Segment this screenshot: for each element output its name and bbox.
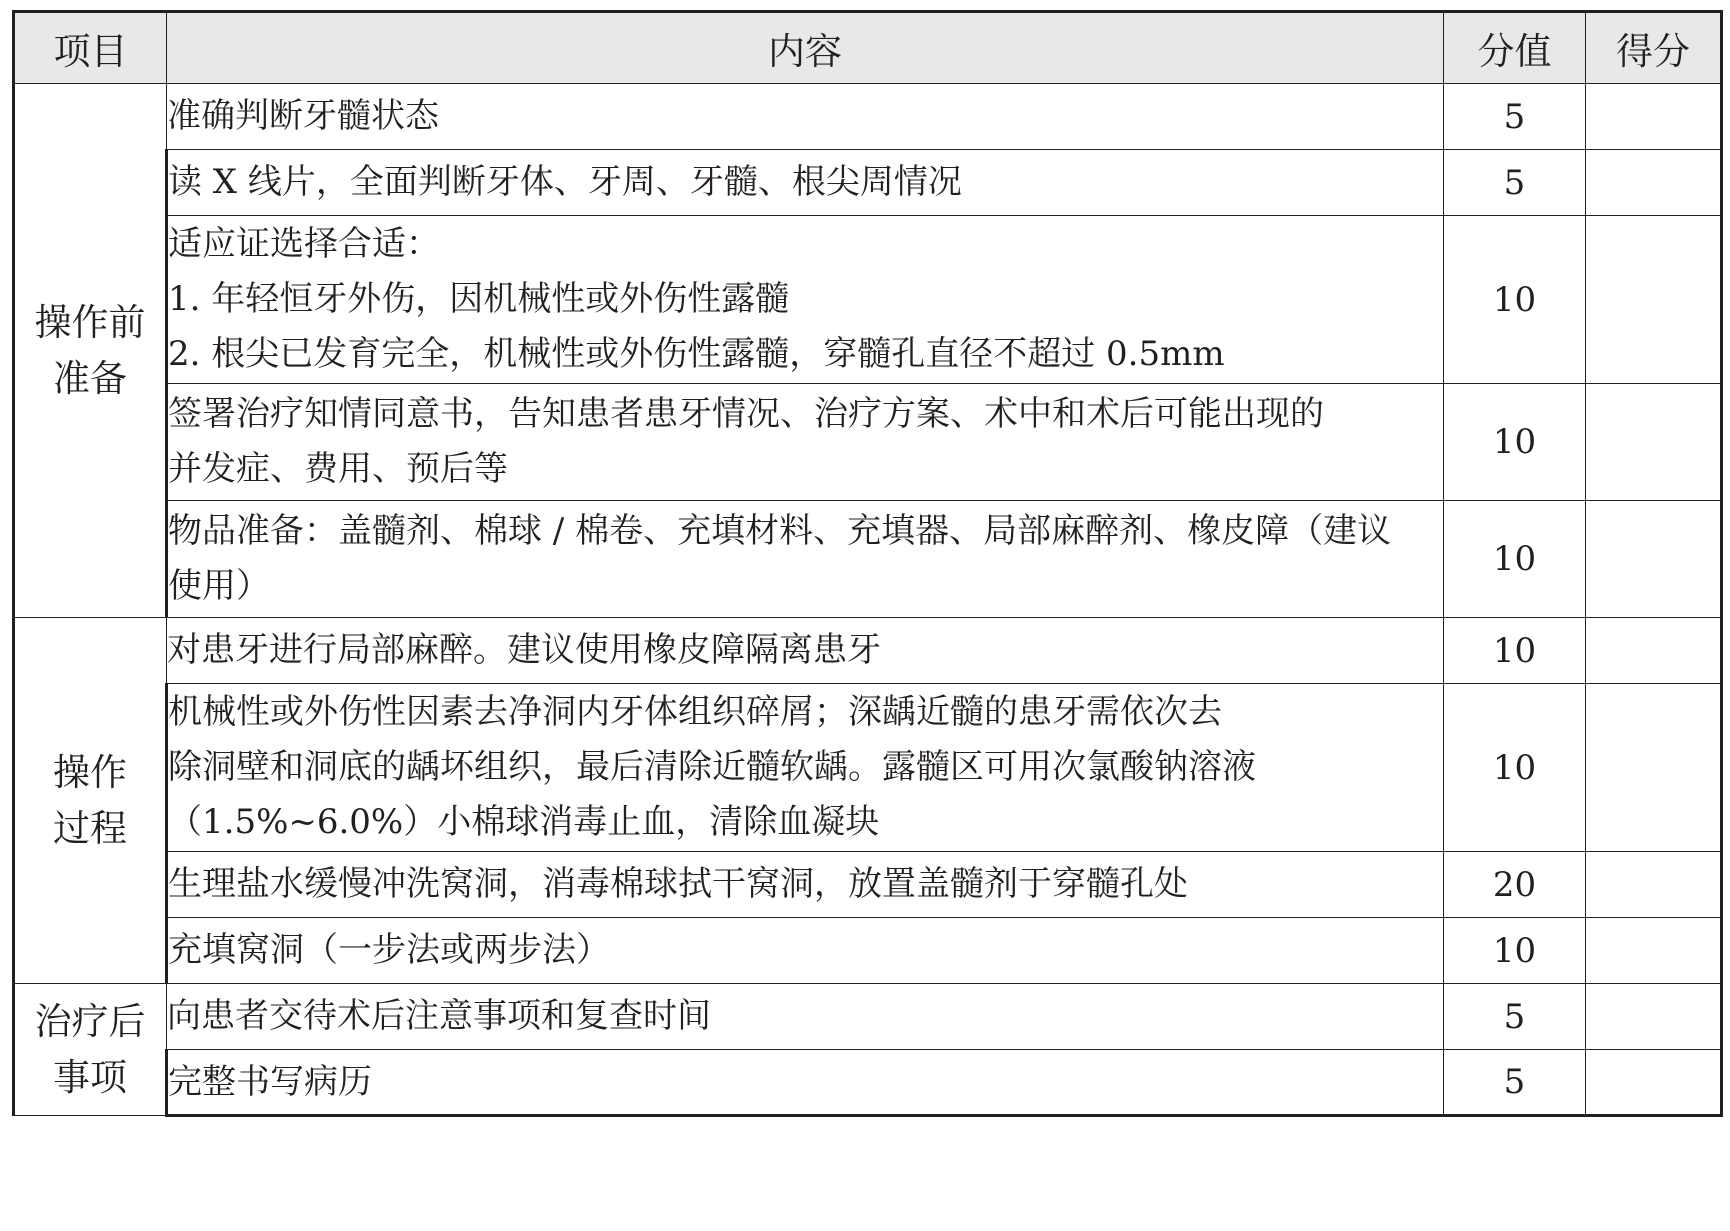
header-content: 内容	[167, 12, 1444, 84]
content-cell	[167, 384, 1444, 501]
table-row	[14, 852, 1722, 918]
points-cell: 10	[1444, 501, 1586, 618]
score-cell	[1586, 1050, 1722, 1116]
content-line: 适应证选择合适：	[168, 224, 440, 264]
table-row	[14, 984, 1722, 1050]
score-cell	[1586, 684, 1722, 852]
content-cell	[167, 501, 1444, 618]
section-title	[14, 618, 167, 984]
table-row	[14, 684, 1722, 852]
section-title	[14, 984, 167, 1116]
table-row	[14, 918, 1722, 984]
header-row	[14, 12, 1722, 84]
content-line: 2. 根尖已发育完全，机械性或外伤性露髓，穿髓孔直径不超过 0.5mm	[168, 334, 1225, 374]
table-row	[14, 84, 1722, 150]
content-cell	[167, 150, 1444, 216]
points-cell: 20	[1444, 852, 1586, 918]
content-cell	[167, 852, 1444, 918]
section-title	[14, 84, 167, 618]
score-cell	[1586, 384, 1722, 501]
content-cell	[167, 618, 1444, 684]
header-score: 得分	[1586, 12, 1722, 84]
score-cell	[1586, 84, 1722, 150]
table-row	[14, 384, 1722, 501]
section-title-line: 准备	[53, 356, 127, 400]
content-line: 充填窝洞（一步法或两步法）	[168, 930, 610, 970]
points-cell: 10	[1444, 684, 1586, 852]
content-line: 完整书写病历	[168, 1061, 372, 1102]
content-cell	[167, 684, 1444, 852]
table-row	[14, 1050, 1722, 1116]
content-line: 对患牙进行局部麻醉。建议使用橡皮障隔离患牙	[167, 630, 881, 670]
points-cell: 10	[1444, 918, 1586, 984]
table-row	[14, 501, 1722, 618]
points-cell: 10	[1444, 618, 1586, 684]
table-row	[14, 216, 1722, 384]
section-title-line: 操作	[53, 750, 127, 794]
content-cell	[167, 84, 1444, 150]
content-line: 读 X 线片，全面判断牙体、牙周、牙髓、根尖周情况	[168, 162, 962, 202]
table-body	[14, 12, 1722, 1116]
score-cell	[1586, 150, 1722, 216]
score-cell	[1586, 618, 1722, 684]
points-cell: 10	[1444, 384, 1586, 501]
content-cell	[167, 918, 1444, 984]
score-cell	[1586, 852, 1722, 918]
content-cell	[167, 216, 1444, 384]
content-line: 签署治疗知情同意书，告知患者患牙情况、治疗方案、术中和术后可能出现的	[168, 394, 1324, 434]
header-item: 项目	[14, 12, 167, 84]
scoring-table	[12, 10, 1723, 1117]
points-cell: 5	[1444, 984, 1586, 1050]
content-cell	[167, 1050, 1444, 1116]
header-points: 分值	[1444, 12, 1586, 84]
points-cell: 5	[1444, 150, 1586, 216]
content-line: 准确判断牙髓状态	[167, 96, 439, 136]
score-cell	[1586, 501, 1722, 618]
content-line: 使用）	[168, 566, 270, 606]
content-line: 机械性或外伤性因素去净洞内牙体组织碎屑；深龋近髓的患牙需依次去	[168, 692, 1222, 732]
table-row	[14, 150, 1722, 216]
content-line: （1.5%~6.0%）小棉球消毒止血，清除血凝块	[168, 802, 880, 842]
content-line: 除洞壁和洞底的龋坏组织，最后清除近髓软龋。露髓区可用次氯酸钠溶液	[168, 747, 1256, 787]
points-cell: 5	[1444, 1050, 1586, 1116]
points-cell: 10	[1444, 216, 1586, 384]
content-line: 物品准备：盖髓剂、棉球 / 棉卷、充填材料、充填器、局部麻醉剂、橡皮障（建议	[168, 511, 1392, 551]
score-cell	[1586, 216, 1722, 384]
points-cell: 5	[1444, 84, 1586, 150]
section-title-line: 操作前	[34, 300, 146, 344]
score-cell	[1586, 984, 1722, 1050]
content-line: 生理盐水缓慢冲洗窝洞，消毒棉球拭干窝洞，放置盖髓剂于穿髓孔处	[168, 864, 1188, 904]
section-title-line: 过程	[53, 806, 127, 850]
section-title-line: 事项	[53, 1055, 127, 1099]
content-line: 向患者交待术后注意事项和复查时间	[167, 996, 711, 1036]
table-row	[14, 618, 1722, 684]
content-line: 1. 年轻恒牙外伤，因机械性或外伤性露髓	[168, 279, 790, 319]
score-cell	[1586, 918, 1722, 984]
section-title-line: 治疗后	[34, 999, 146, 1043]
content-cell	[167, 984, 1444, 1050]
content-line: 并发症、费用、预后等	[168, 449, 508, 489]
